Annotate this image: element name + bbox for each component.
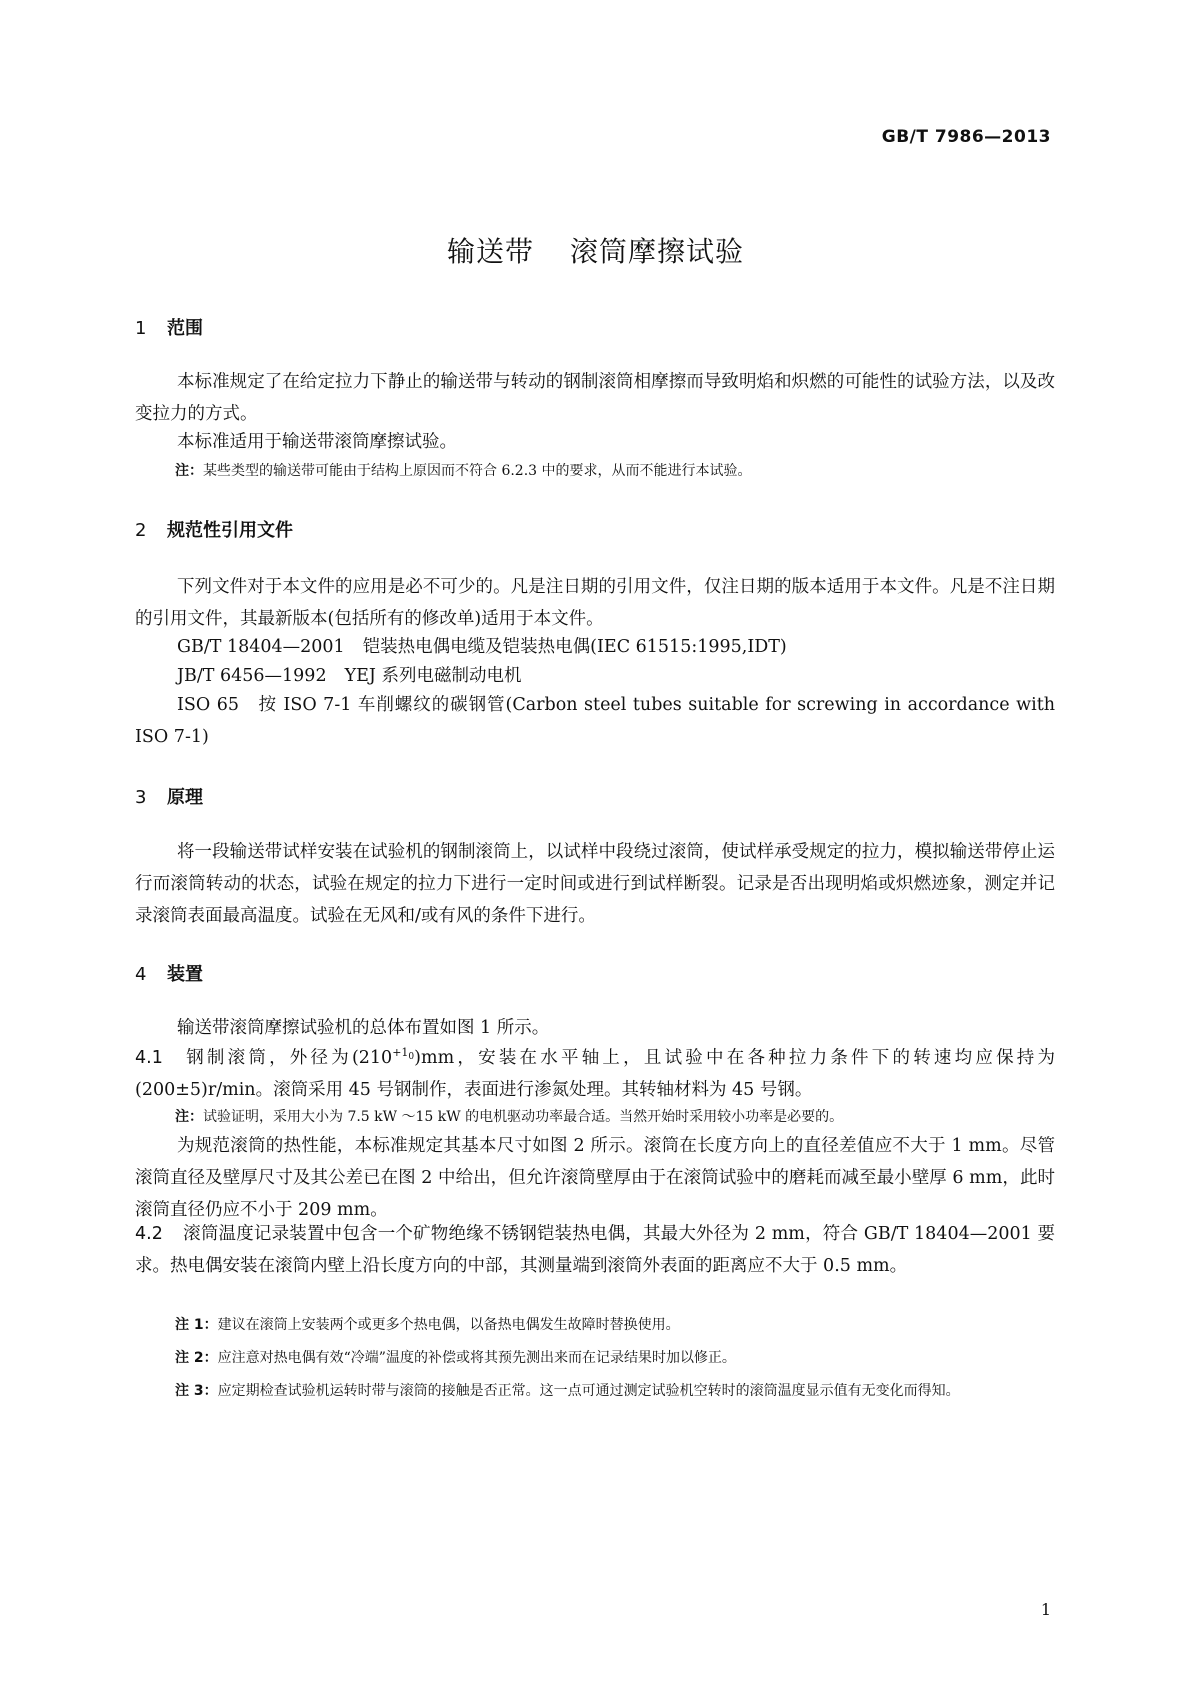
document-title [0, 230, 1191, 270]
clause-4-1 [135, 1042, 1055, 1106]
clause-text-a: 钢制滚筒，外径为(210 [183, 1048, 393, 1068]
section-1-paragraph-1: 本标准规定了在给定拉力下静止的输送带与转动的钢制滚筒相摩擦而导致明焰和炽燃的可能性的试验方法，以及改变拉力的方式。 [135, 372, 1055, 424]
section-number: 4 [135, 964, 147, 985]
note-label: 注： [175, 1109, 203, 1125]
section-4-paragraph-1: 输送带滚筒摩擦试验机的总体布置如图 1 所示。 [177, 1018, 550, 1038]
section-number: 1 [135, 318, 147, 339]
section-2-paragraph-1: 下列文件对于本文件的应用是必不可少的。凡是注日期的引用文件，仅注日期的版本适用于本文件。凡是不注日期的引用文件，其最新版本(包括所有的修改单)适用于本文件。 [135, 577, 1055, 629]
note-text: 某些类型的输送带可能由于结构上原因而不符合 6.2.3 中的要求，从而不能进行本试验。 [203, 463, 752, 479]
section-title: 原理 [167, 787, 203, 808]
section-number: 2 [135, 520, 147, 541]
reference-1 [177, 631, 787, 663]
page-number: 1 [1040, 1600, 1051, 1619]
clause-4-1-note [175, 1104, 1055, 1130]
tolerance-lower: 0 [408, 1052, 415, 1063]
standard-number: GB/T 7986—2013 [881, 127, 1051, 147]
clause-4-2-note-3 [175, 1378, 1102, 1404]
clause-4-2-note-1 [175, 1312, 1055, 1338]
reference-2 [177, 660, 522, 692]
reference-3: ISO 65 按 ISO 7-1 车削螺纹的碳钢管(Carbon steel tubes suitable for screwing in accordance with ISO 7-1) [135, 695, 1055, 747]
section-title: 规范性引用文件 [167, 520, 293, 541]
tolerance-upper: +1 [392, 1046, 409, 1060]
clause-text-b: )mm，安装在水平轴上，且试验中在各种拉力条件下的转速均应保持为(200±5)r/min。滚筒采用 45 号钢制作，表面进行渗氮处理。其转轴材料为 45 号钢。 [135, 1048, 1056, 1100]
note-label: 注： [175, 463, 203, 479]
section-number: 3 [135, 787, 147, 808]
section-3-heading [135, 783, 203, 809]
title-part-1: 输送带 [446, 235, 534, 268]
note-text: 试验证明，采用大小为 7.5 kW ～15 kW 的电机驱动功率最合适。当然开始时采用较小功率是必要的。 [203, 1109, 844, 1125]
section-1-paragraph-2: 本标准适用于输送带滚筒摩擦试验。 [177, 432, 457, 452]
section-title: 范围 [167, 318, 203, 339]
clause-number: 4.2 [135, 1224, 163, 1244]
clause-4-2 [135, 1218, 1055, 1282]
note-label: 注 2： [175, 1350, 218, 1366]
section-4-paragraph-2: 为规范滚筒的热性能，本标准规定其基本尺寸如图 2 所示。滚筒在长度方向上的直径差值应不大于 1 mm。尽管滚筒直径及壁厚尺寸及其公差已在图 2 中给出，但允许滚筒壁厚由于在滚筒试验中的磨耗而减至最小壁厚 6 mm，此时滚筒直径仍应不小于 209 mm。 [135, 1136, 1055, 1220]
reference-code: JB/T 6456—1992 [177, 666, 327, 686]
section-3-paragraph-1: 将一段输送带试样安装在试验机的钢制滚筒上，以试样中段绕过滚筒，使试样承受规定的拉力，模拟输送带停止运行而滚筒转动的状态，试验在规定的拉力下进行一定时间或进行到试样断裂。记录是否出现明焰或炽燃迹象，测定并记录滚筒表面最高温度。试验在无风和/或有风的条件下进行。 [135, 842, 1055, 926]
section-4-heading [135, 960, 203, 986]
note-label: 注 3： [175, 1383, 218, 1399]
clause-4-2-note-2 [175, 1345, 1055, 1371]
note-label: 注 1： [175, 1317, 218, 1333]
title-part-2: 滚筒摩擦试验 [570, 235, 745, 268]
section-1-heading [135, 314, 203, 340]
reference-code: GB/T 18404—2001 [177, 637, 345, 657]
section-title: 装置 [167, 964, 203, 985]
note-text: 应定期检查试验机运转时带与滚筒的接触是否正常。这一点可通过测定试验机空转时的滚筒温度显示值有无变化而得知。 [217, 1383, 960, 1399]
clause-text: 滚筒温度记录装置中包含一个矿物绝缘不锈钢铠装热电偶，其最大外径为 2 mm，符合 GB/T 18404—2001 要求。热电偶安装在滚筒内壁上沿长度方向的中部，其测量端到滚筒外表面的距离应不大于 0.5 mm。 [135, 1224, 1055, 1276]
section-1-note [175, 458, 1055, 484]
note-text: 应注意对热电偶有效“冷端”温度的补偿或将其预先测出来而在记录结果时加以修正。 [217, 1350, 736, 1366]
reference-title: 铠装热电偶电缆及铠装热电偶(IEC 61515:1995,IDT) [362, 637, 787, 657]
note-text: 建议在滚筒上安装两个或更多个热电偶，以备热电偶发生故障时替换使用。 [217, 1317, 680, 1333]
section-2-heading [135, 516, 293, 542]
reference-title: YEJ 系列电磁制动电机 [344, 666, 522, 686]
clause-number: 4.1 [135, 1048, 163, 1068]
